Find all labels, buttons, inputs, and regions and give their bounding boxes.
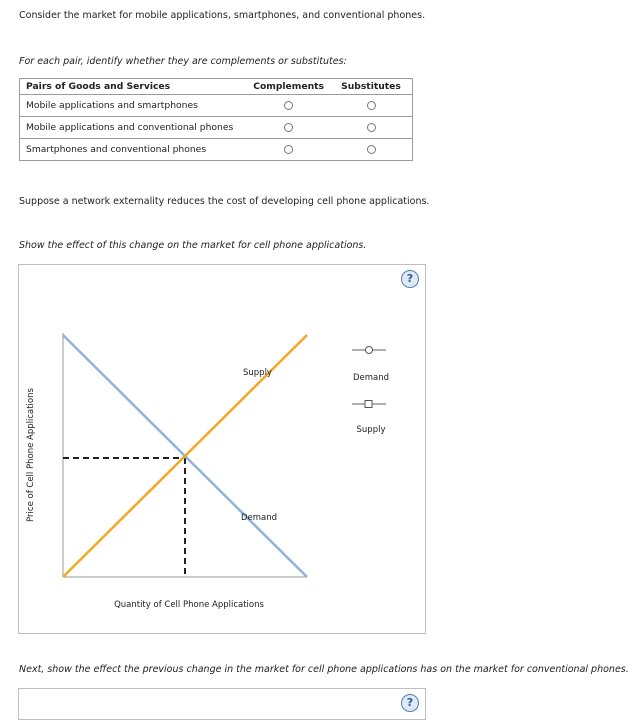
scenario-text: Suppose a network externality reduces the cost of developing cell phone applications. (19, 196, 430, 207)
table-row (20, 139, 413, 161)
header-complements: Complements (247, 79, 330, 95)
legend-demand-label: Demand (352, 373, 390, 383)
task-text: Show the effect of this change on the market for cell phone applications. (19, 240, 367, 251)
x-axis-label: Quantity of Cell Phone Applications (114, 600, 264, 610)
pair-label: Mobile applications and conventional phones (20, 117, 248, 139)
help-button[interactable]: ? (401, 270, 419, 288)
graph-panel-2 (18, 688, 426, 720)
y-axis-label: Price of Cell Phone Applications (26, 388, 36, 522)
next-text: Next, show the effect the previous change in the market for cell phone applications has on the market for conventional phones. (19, 664, 629, 675)
legend-supply-square-icon[interactable] (365, 401, 372, 408)
header-substitutes: Substitutes (330, 79, 413, 95)
table-row (20, 95, 413, 117)
graph-panel (18, 264, 426, 634)
intro-text: Consider the market for mobile applications, smartphones, and conventional phones. (19, 10, 426, 21)
pair-label: Smartphones and conventional phones (20, 139, 248, 161)
substitutes-radio[interactable] (367, 101, 376, 110)
header-pairs: Pairs of Goods and Services (20, 79, 248, 95)
instruction-text: For each pair, identify whether they are complements or substitutes: (19, 56, 347, 67)
pairs-table (19, 78, 413, 161)
complements-radio[interactable] (284, 101, 293, 110)
graph-canvas (19, 265, 425, 633)
pair-label: Mobile applications and smartphones (20, 95, 248, 117)
help-button-2[interactable]: ? (401, 694, 419, 712)
complements-radio[interactable] (284, 123, 293, 132)
table-header-row (20, 79, 413, 95)
substitutes-radio[interactable] (367, 123, 376, 132)
legend-demand-circle-icon[interactable] (366, 347, 373, 354)
supply-curve-label: Supply (243, 368, 272, 378)
legend-supply-label: Supply (356, 425, 386, 435)
complements-radio[interactable] (284, 145, 293, 154)
table-row (20, 117, 413, 139)
demand-curve-label: Demand (241, 513, 278, 523)
substitutes-radio[interactable] (367, 145, 376, 154)
